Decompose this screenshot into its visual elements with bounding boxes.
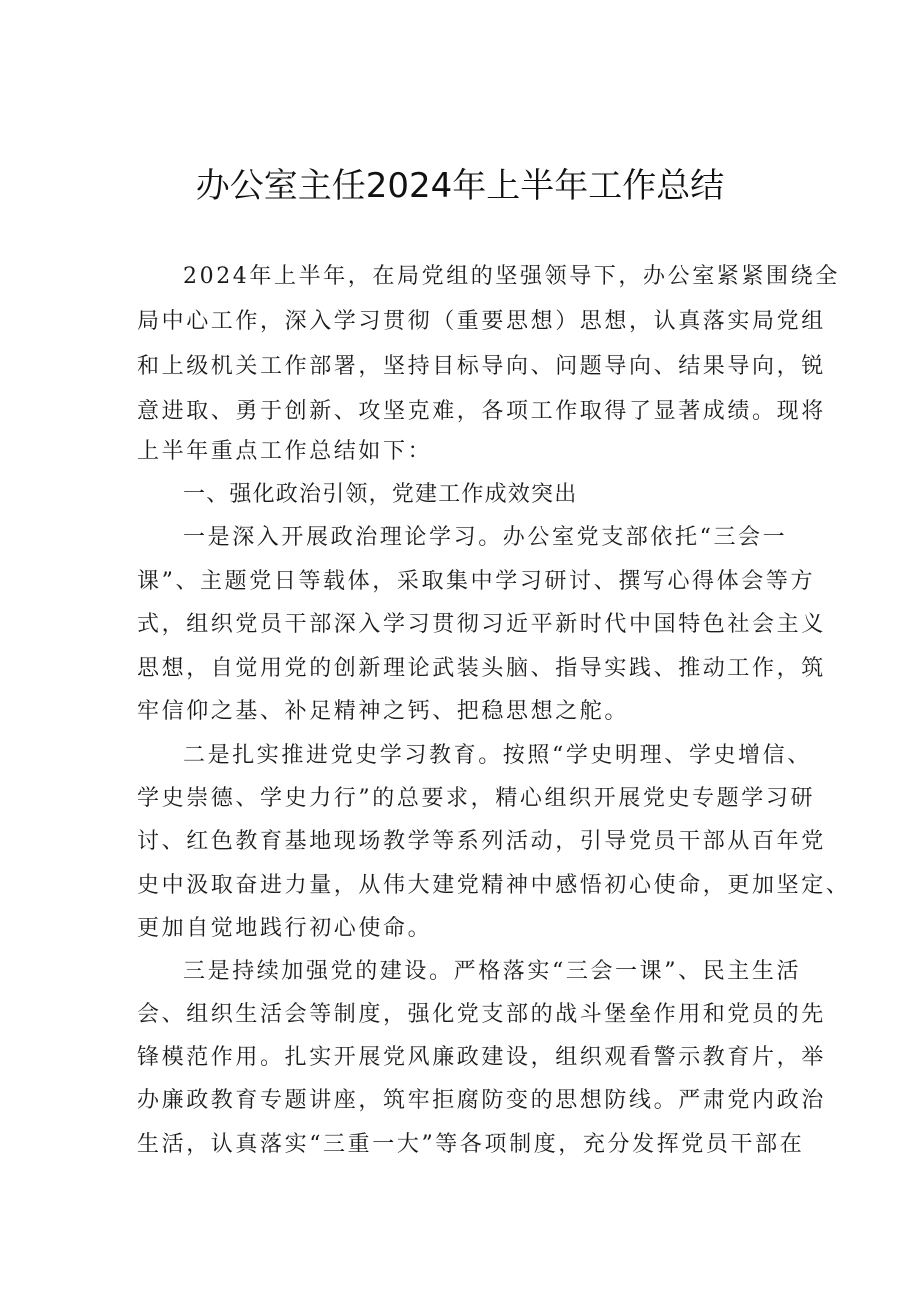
paragraph-line: 式，组织党员干部深入学习贯彻习近平新时代中国特色社会主义: [137, 612, 826, 637]
paragraph-line: 三是持续加强党的建设。严格落实“三会一课”、民主生活: [183, 959, 802, 984]
paragraph-line: 思想，自觉用党的创新理论武装头脑、指导实践、推动工作，筑: [137, 656, 826, 681]
paragraph-line: 一是深入开展政治理论学习。办公室党支部依托“三会一: [183, 525, 788, 550]
paragraph-line: 更加自觉地践行初心使命。: [137, 916, 433, 941]
paragraph-line: 课”、主题党日等载体，采取集中学习研讨、撰写心得体会等方: [137, 569, 816, 594]
paragraph-line: 锋模范作用。扎实开展党风廉政建设，组织观看警示教育片，举: [137, 1045, 826, 1070]
section-heading: 一、强化政治引领，党建工作成效突出: [183, 482, 578, 507]
paragraph-line: 牢信仰之基、补足精神之钙、把稳思想之舵。: [137, 699, 630, 724]
paragraph-line: 生活，认真落实“三重一大”等各项制度，充分发挥党员干部在: [137, 1132, 805, 1157]
paragraph-line: 学史崇德、学史力行”的总要求，精心组织开展党史专题学习研: [137, 786, 816, 811]
intro-line: 和上级机关工作部署，坚持目标导向、问题导向、结果导向，锐: [137, 354, 826, 379]
document-title: 办公室主任2024年上半年工作总结: [195, 166, 725, 206]
paragraph-line: 办廉政教育专题讲座，筑牢拒腐防变的思想防线。严肃党内政治: [137, 1088, 826, 1113]
intro-line: 上半年重点工作总结如下：: [137, 439, 433, 464]
paragraph-line: 史中汲取奋进力量，从伟大建党精神中感悟初心使命，更加坚定、: [137, 873, 851, 898]
paragraph-line: 会、组织生活会等制度，强化党支部的战斗堡垒作用和党员的先: [137, 1002, 826, 1027]
intro-line: 意进取、勇于创新、攻坚克难，各项工作取得了显著成绩。现将: [137, 399, 826, 424]
intro-line: 2024年上半年，在局党组的坚强领导下，办公室紧紧围绕全: [183, 264, 840, 289]
intro-line: 局中心工作，深入学习贯彻（重要思想）思想，认真落实局党组: [137, 309, 826, 334]
paragraph-line: 讨、红色教育基地现场教学等系列活动，引导党员干部从百年党: [137, 829, 826, 854]
paragraph-line: 二是扎实推进党史学习教育。按照“学史明理、学史增信、: [183, 743, 812, 768]
